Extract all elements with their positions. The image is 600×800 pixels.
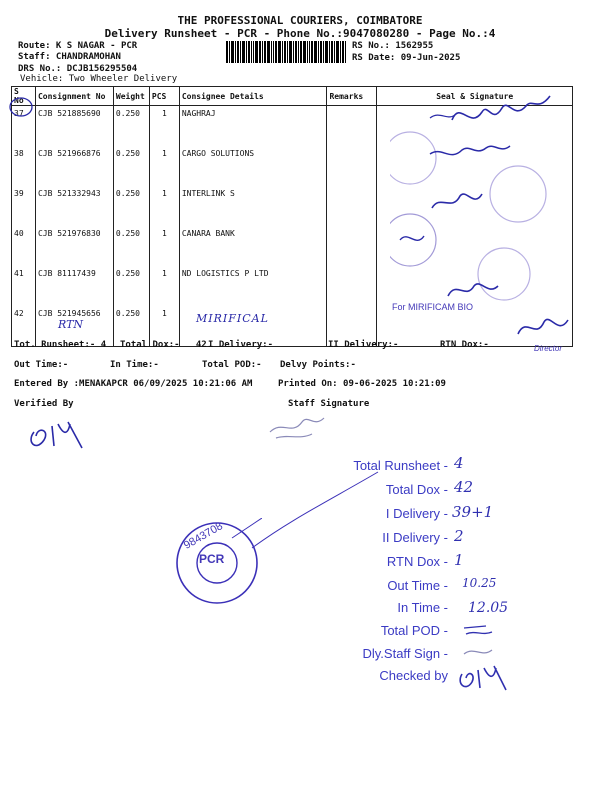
summary-label-checked-by: Checked by (379, 668, 448, 683)
cell-sno: 38 (12, 146, 36, 186)
cell-pcs: 1 (149, 106, 179, 147)
printed-on: Printed On: 09-06-2025 10:21:09 (278, 379, 446, 389)
cell-remarks (327, 226, 377, 266)
summary-label-in-time: In Time - (397, 600, 448, 615)
cell-sno: 37 (12, 106, 36, 147)
summary-value-ii-delivery: 2 (454, 527, 464, 545)
col-remarks: Remarks (327, 87, 377, 106)
circle-mark-icon (8, 96, 34, 118)
summary-label-i-delivery: I Delivery - (385, 506, 448, 521)
rs-number: RS No.: 1562955 (352, 41, 434, 51)
document-subtitle: Delivery Runsheet - PCR - Phone No.:9047080280 - Page No.:4 (104, 27, 496, 40)
cell-weight: 0.250 (113, 266, 149, 306)
cell-remarks (327, 186, 377, 226)
row42-handwritten: MIRIFICAL (196, 312, 269, 325)
cell-pcs: 1 (149, 226, 179, 266)
cell-weight: 0.250 (113, 186, 149, 226)
col-consignment: Consignment No (35, 87, 113, 106)
document-title: THE PROFESSIONAL COURIERS, COIMBATORE (177, 14, 423, 27)
summary-label-runsheet: Total Runsheet - (353, 458, 448, 473)
col-consignee: Consignee Details (179, 87, 327, 106)
i-delivery: I Delivery:- (208, 340, 274, 350)
summary-value-rtn-dox: 1 (454, 551, 464, 569)
summary-value-out-time: 10.25 (462, 576, 497, 590)
verified-signature-icon (24, 412, 94, 452)
cell-pcs: 1 (149, 146, 179, 186)
cell-consignee: NAGHRAJ (179, 106, 327, 147)
summary-label-ii-delivery: II Delivery - (382, 530, 448, 545)
drs-label: DRS No.: DCJB156295504 (18, 64, 138, 74)
pcr-stamp-phone: 9843708 (181, 520, 225, 552)
summary-value-total-dox: 42 (454, 478, 474, 496)
col-weight: Weight (113, 87, 149, 106)
total-pod: Total POD:- (202, 360, 262, 370)
route-label: Route: K S NAGAR - PCR (18, 41, 138, 51)
staff-label: Staff: CHANDRAMOHAN (18, 52, 121, 62)
cell-pcs: 1 (149, 186, 179, 226)
cell-consignment: CJB 521332943 (35, 186, 113, 226)
summary-label-total-dox: Total Dox - (385, 482, 448, 497)
rs-date: RS Date: 09-Jun-2025 (352, 53, 461, 63)
cell-consignment: CJB 521966876 (35, 146, 113, 186)
cell-consignee: INTERLINK S (179, 186, 327, 226)
summary-label-staff-sign: Dly.Staff Sign - (362, 646, 448, 661)
cell-weight: 0.250 (113, 226, 149, 266)
rtn-dox: RTN Dox:- (440, 340, 489, 350)
cell-consignment: CJB 521885690 (35, 106, 113, 147)
cell-consignee: ND LOGISTICS P LTD (179, 266, 327, 306)
cell-sno: 42 (12, 306, 36, 347)
col-pcs: PCS (149, 87, 179, 106)
summary-label-rtn-dox: RTN Dox - (386, 554, 448, 569)
summary-signatures-icon (456, 618, 536, 698)
col-seal-signature: Seal & Signature (377, 87, 573, 106)
cell-pcs: 1 (149, 266, 179, 306)
summary-label-out-time: Out Time - (387, 578, 448, 593)
cell-consignee: CANARA BANK (179, 226, 327, 266)
col-sno: S No (12, 87, 36, 106)
cell-consignment: CJB 81117439 (35, 266, 113, 306)
in-time: In Time:- (110, 360, 159, 370)
director-stamp: Director (534, 344, 563, 353)
staff-signature-icon (262, 406, 332, 446)
summary-value-in-time: 12.05 (468, 600, 509, 616)
cell-remarks (327, 146, 377, 186)
cell-pcs: 1 (149, 306, 179, 347)
staff-signature: Staff Signature (288, 399, 370, 409)
summary-label-total-pod: Total POD - (380, 623, 448, 638)
cell-remarks (327, 106, 377, 147)
cell-consignment: CJB 521976830 (35, 226, 113, 266)
tot-runsheet: Tot. Runsheet:- 4 (14, 340, 107, 350)
verified-by: Verified By (14, 399, 74, 409)
cell-consignment: CJB 521945656 (35, 306, 113, 347)
cell-weight: 0.250 (113, 306, 149, 347)
ii-delivery: II Delivery:- (328, 340, 399, 350)
summary-value-i-delivery: 39+1 (452, 503, 494, 521)
out-time: Out Time:- (14, 360, 69, 370)
cell-remarks (327, 266, 377, 306)
cell-weight: 0.250 (113, 146, 149, 186)
rtn-handwritten: RTN (58, 318, 84, 331)
cell-sno: 41 (12, 266, 36, 306)
pcr-stamp-text: PCR (199, 552, 225, 566)
mirificam-stamp: For MIRIFICAM BIO (392, 302, 473, 312)
entered-by: Entered By :MENAKAPCR 06/09/2025 10:21:06 AM (14, 379, 253, 389)
cell-sno: 40 (12, 226, 36, 266)
delvy-points: Delvy Points:- (280, 360, 356, 370)
barcode-image (226, 41, 346, 63)
cell-consignee: CARGO SOLUTIONS (179, 146, 327, 186)
cell-sno: 39 (12, 186, 36, 226)
cell-weight: 0.250 (113, 106, 149, 147)
total-dox: Total Dox:- 42 (120, 340, 207, 350)
vehicle-label: Vehicle: Two Wheeler Delivery (20, 74, 178, 84)
summary-value-runsheet: 4 (454, 454, 464, 472)
